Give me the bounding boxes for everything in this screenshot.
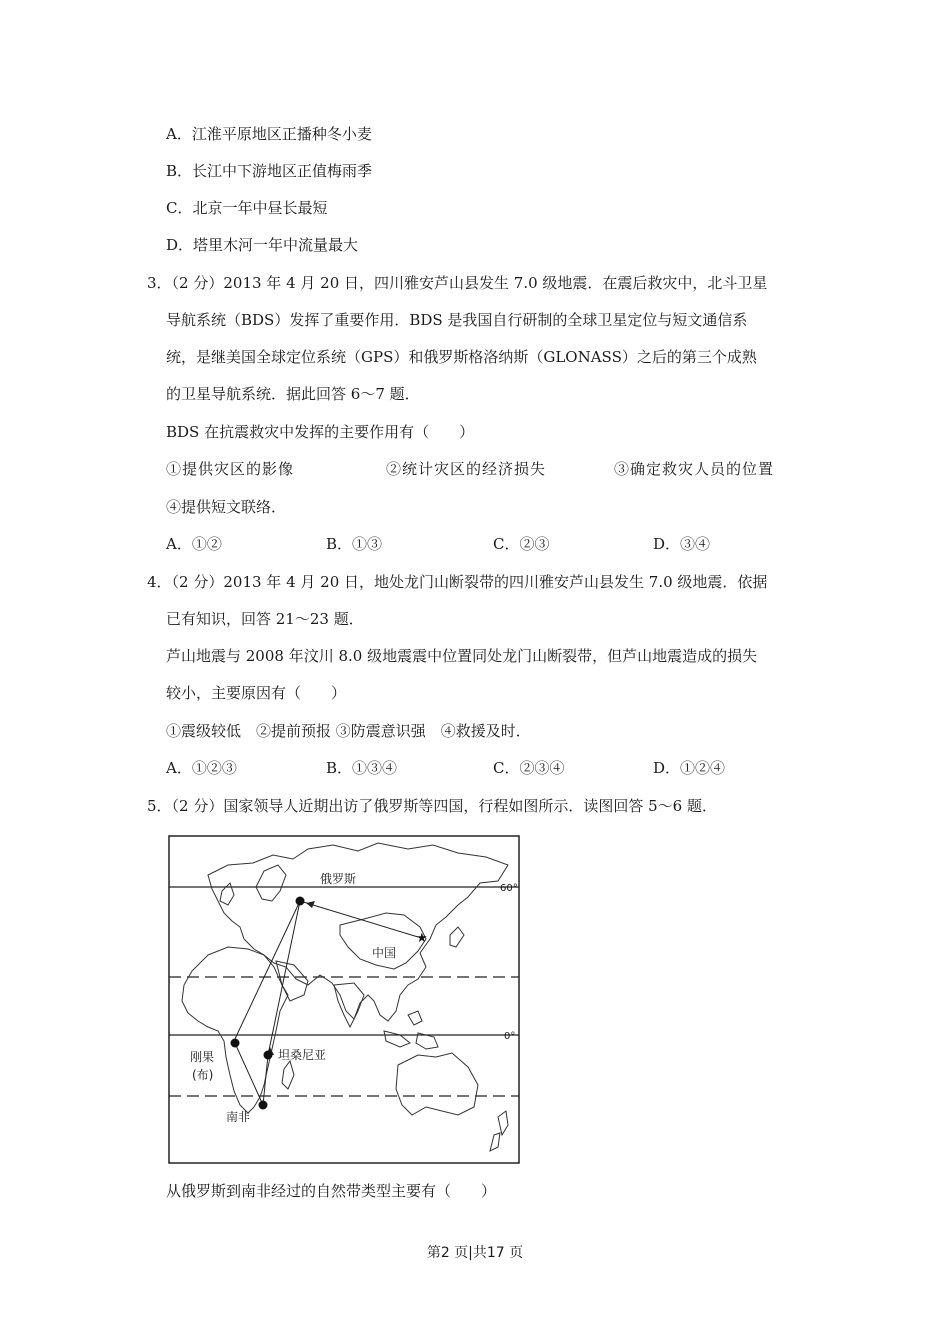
label-lat-60: 60° <box>500 883 518 894</box>
q3-stem-line4: 的卫星导航系统．据此回答 6～7 题． <box>166 385 420 403</box>
q2-option-d: D．塔里木河一年中流量最大 <box>166 236 359 254</box>
q4-stem-line1: 4．（2 分）2013 年 4 月 20 日，地处龙门山断裂带的四川雅安芦山县发生 7.0 级地震．依据 <box>147 573 768 591</box>
label-russia: 俄罗斯 <box>320 872 357 886</box>
page-footer: 第2 页|共17 页 <box>426 1245 524 1261</box>
q4-items: ①震级较低 ②提前预报 ③防震意识强 ④救援及时． <box>166 722 531 740</box>
q4-choice-a: A．①②③ <box>166 759 237 777</box>
q2-option-c: C．北京一年中昼长最短 <box>166 199 328 217</box>
q5-question: 从俄罗斯到南非经过的自然带类型主要有（ ） <box>166 1182 497 1200</box>
q3-stem-line3: 统，是继美国全球定位系统（GPS）和俄罗斯格洛纳斯（GLONASS）之后的第三个成熟 <box>166 348 757 366</box>
q4-choice-c: C．②③④ <box>493 759 565 777</box>
q3-item-3: ③确定救灾人员的位置 <box>614 460 775 478</box>
q3-item-2: ②统计灾区的经济损失 <box>386 460 547 478</box>
beijing-star-marker: ★ <box>416 931 428 946</box>
label-tanzania: 坦桑尼亚 <box>278 1048 327 1062</box>
q5-stem-line1: 5．（2 分）国家领导人近期出访了俄罗斯等四国，行程如图所示．读图回答 5～6 题． <box>147 797 717 815</box>
q3-item-1: ①提供灾区的影像 <box>166 460 295 478</box>
q4-choice-b: B．①③④ <box>326 759 398 777</box>
itinerary-map <box>168 835 526 1165</box>
congo-marker <box>231 1039 240 1048</box>
tanzania-marker <box>264 1051 273 1060</box>
q3-choice-b: B．①③ <box>326 535 383 553</box>
label-lat-0: 0° <box>504 1031 516 1042</box>
south-africa-marker <box>259 1101 268 1110</box>
label-china: 中国 <box>372 946 397 960</box>
q4-choice-d: D．①②④ <box>653 759 726 777</box>
q3-choice-c: C．②③ <box>493 535 550 553</box>
q2-option-a: A．江淮平原地区正播种冬小麦 <box>166 125 372 143</box>
q3-choice-a: A．①② <box>166 535 222 553</box>
q4-stem-line4: 较小，主要原因有（ ） <box>166 684 347 702</box>
q4-stem-line3: 芦山地震与 2008 年汶川 8.0 级地震震中位置同处龙门山断裂带，但芦山地震造成的损失 <box>166 647 758 665</box>
q3-choice-d: D．③④ <box>653 535 711 553</box>
q3-stem-line2: 导航系统（BDS）发挥了重要作用．BDS 是我国自行研制的全球卫星定位与短文通信系 <box>166 311 748 329</box>
q3-stem-line1: 3．（2 分）2013 年 4 月 20 日，四川雅安芦山县发生 7.0 级地震．在震后救灾中，北斗卫星 <box>147 274 768 292</box>
label-congo-sub: (布) <box>192 1068 214 1082</box>
q3-item-4: ④提供短文联络． <box>166 498 287 516</box>
q3-question: BDS 在抗震救灾中发挥的主要作用有（ ） <box>166 423 475 441</box>
label-south-africa: 南非 <box>226 1110 251 1124</box>
label-congo: 刚果 <box>190 1050 215 1064</box>
q2-option-b: B．长江中下游地区正值梅雨季 <box>166 162 373 180</box>
russia-marker <box>296 897 305 906</box>
q4-stem-line2: 已有知识，回答 21～23 题． <box>166 610 364 628</box>
